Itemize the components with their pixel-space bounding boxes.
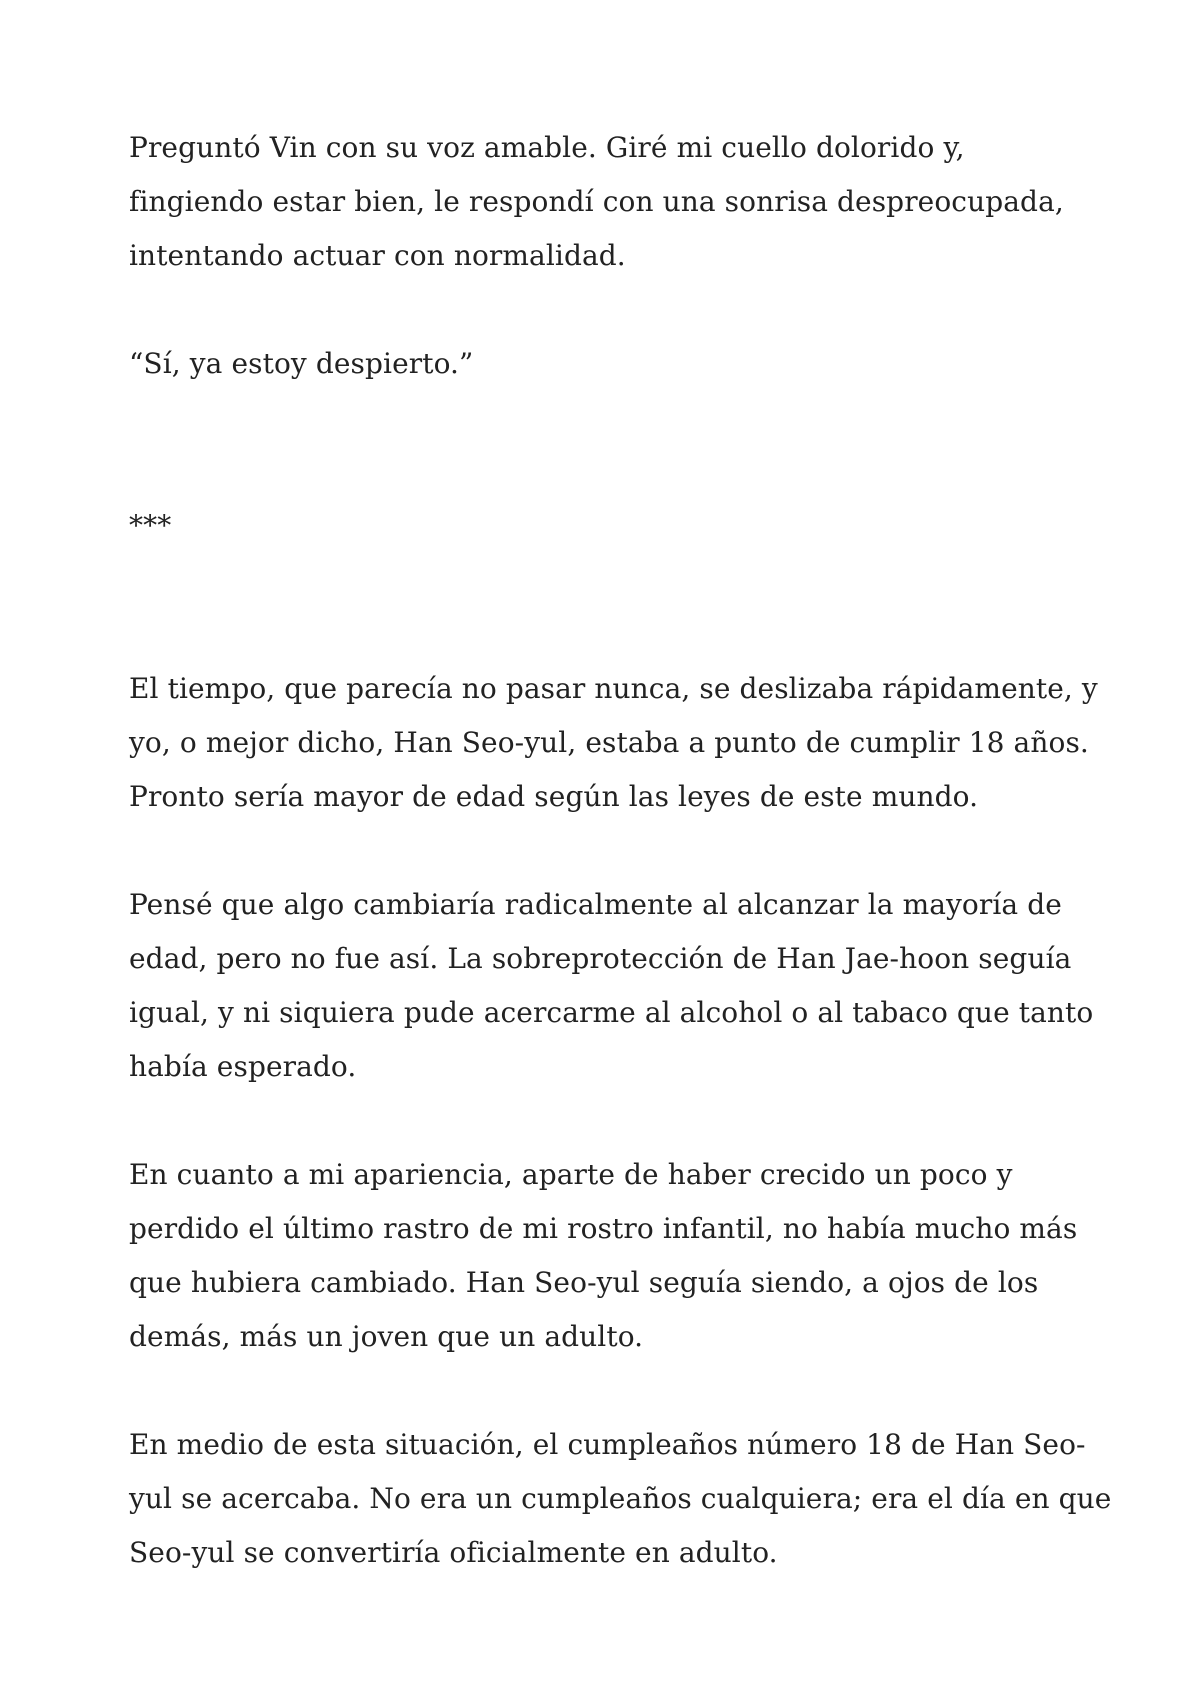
text-line: “Sí, ya estoy despierto.” (129, 347, 474, 380)
text-line: que hubiera cambiado. Han Seo-yul seguía siendo, a ojos de los (129, 1266, 1039, 1299)
text-line: igual, y ni siquiera pude acercarme al alcohol o al tabaco que tanto (129, 996, 1094, 1029)
paragraph (129, 121, 1089, 283)
text-line: Pronto sería mayor de edad según las leyes de este mundo. (129, 780, 979, 813)
text-line: Preguntó Vin con su voz amable. Giré mi cuello dolorido y, (129, 131, 965, 164)
text-line: demás, más un joven que un adulto. (129, 1320, 644, 1353)
scene-break-marker: *** (129, 509, 172, 542)
text-line: edad, pero no fue así. La sobreprotección de Han Jae-hoon seguía (129, 942, 1072, 975)
text-line: Seo-yul se convertiría oficialmente en adulto. (129, 1536, 778, 1569)
scene-break (129, 499, 1089, 553)
paragraph (129, 1148, 1089, 1364)
dialogue-paragraph (129, 337, 1089, 391)
text-line: Pensé que algo cambiaría radicalmente al alcanzar la mayoría de (129, 888, 1062, 921)
text-line: yul se acercaba. No era un cumpleaños cualquiera; era el día en que (129, 1482, 1112, 1515)
text-line: El tiempo, que parecía no pasar nunca, se deslizaba rápidamente, y (129, 672, 1098, 705)
paragraph (129, 878, 1094, 1094)
text-line: había esperado. (129, 1050, 357, 1083)
text-line: fingiendo estar bien, le respondí con una sonrisa despreocupada, (129, 185, 1064, 218)
text-line: En cuanto a mi apariencia, aparte de haber crecido un poco y (129, 1158, 1013, 1191)
text-line: intentando actuar con normalidad. (129, 239, 626, 272)
text-line: perdido el último rastro de mi rostro infantil, no había mucho más (129, 1212, 1078, 1245)
text-line: En medio de esta situación, el cumpleaños número 18 de Han Seo- (129, 1428, 1086, 1461)
paragraph (129, 1418, 1112, 1580)
text-line: yo, o mejor dicho, Han Seo-yul, estaba a punto de cumplir 18 años. (129, 726, 1089, 759)
paragraph (129, 662, 1098, 824)
